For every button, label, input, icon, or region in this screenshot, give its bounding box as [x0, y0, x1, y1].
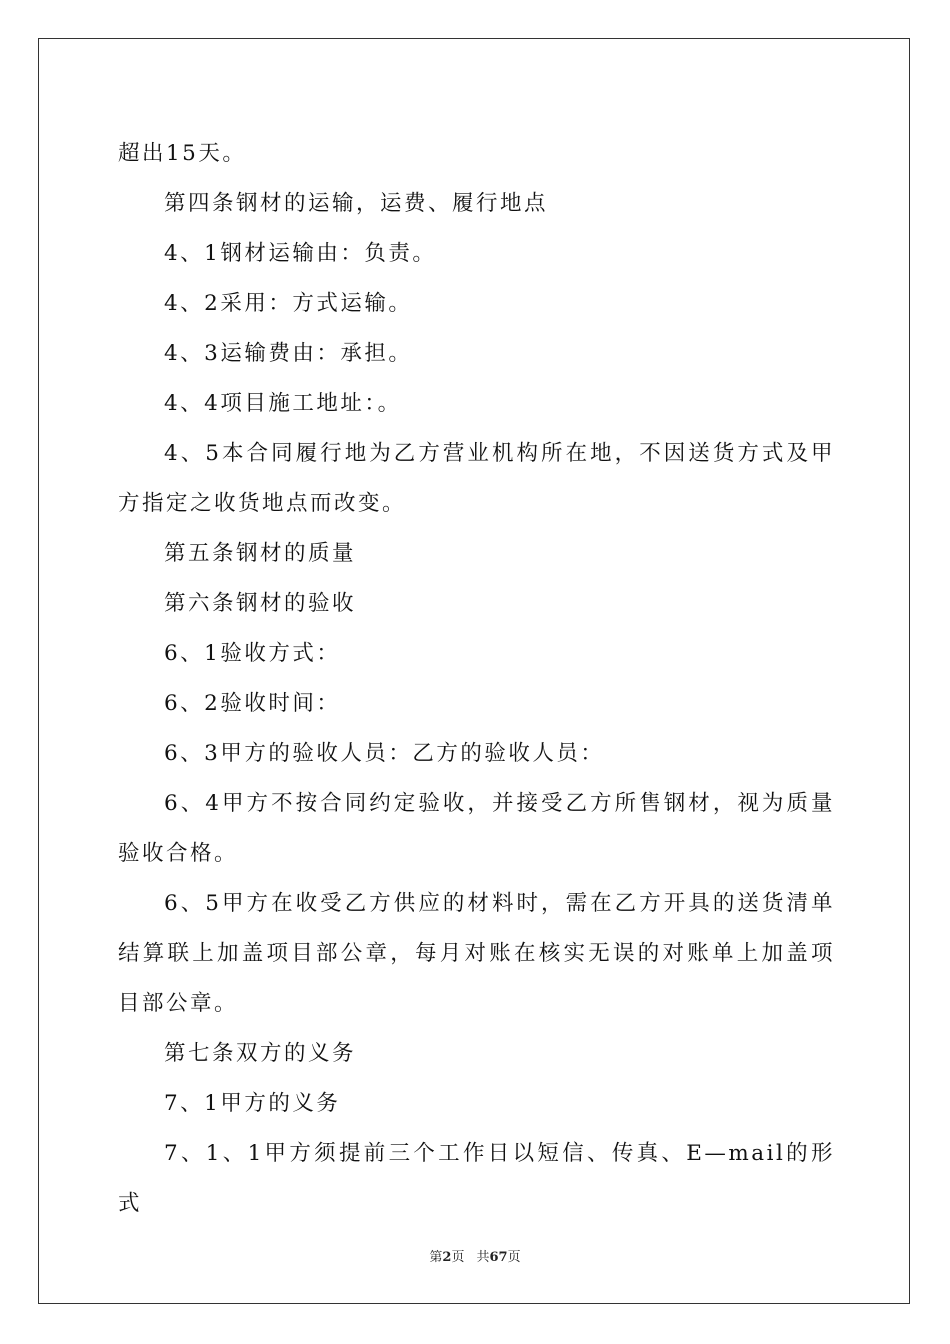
clause-6-4: 6、4甲方不按合同约定验收，并接受乙方所售钢材，视为质量验收合格。 [118, 791, 835, 866]
clause-4-5: 4、5本合同履行地为乙方营业机构所在地，不因送货方式及甲方指定之收货地点而改变。 [118, 441, 835, 516]
clause-4-1: 4、1钢材运输由：负责。 [164, 241, 437, 266]
section-heading-6: 第六条钢材的验收 [164, 591, 357, 616]
document-body [118, 129, 835, 1229]
clause-4-2: 4、2采用：方式运输。 [164, 291, 413, 316]
clause-6-3: 6、3甲方的验收人员：乙方的验收人员： [164, 741, 605, 766]
section-heading-5: 第五条钢材的质量 [164, 541, 357, 566]
total-page-count: 67 [489, 1250, 508, 1265]
section-heading-4: 第四条钢材的运输，运费、履行地点 [164, 191, 549, 216]
clause-6-5: 6、5甲方在收受乙方供应的材料时，需在乙方开具的送货清单结算联上加盖项目部公章，每月对账在核实无误的对账单上加盖项目部公章。 [118, 891, 835, 1016]
section-heading-7: 第七条双方的义务 [164, 1041, 357, 1066]
page-prefix: 第 [429, 1250, 443, 1265]
page-suffix: 页 [451, 1250, 465, 1265]
page-footer [0, 1246, 950, 1265]
clause-6-1: 6、1验收方式： [164, 641, 341, 666]
clause-4-3: 4、3运输费由：承担。 [164, 341, 413, 366]
clause-7-1: 7、1甲方的义务 [164, 1091, 341, 1116]
total-suffix: 页 [507, 1250, 521, 1265]
clause-7-1-1: 7、1、1甲方须提前三个工作日以短信、传真、E—mail的形式 [118, 1141, 835, 1216]
total-prefix: 共 [476, 1250, 490, 1265]
current-page-number: 2 [442, 1250, 452, 1265]
paragraph-1: 超出15天。 [118, 141, 247, 166]
clause-4-4: 4、4项目施工地址：。 [164, 391, 402, 416]
clause-6-2: 6、2验收时间： [164, 691, 341, 716]
